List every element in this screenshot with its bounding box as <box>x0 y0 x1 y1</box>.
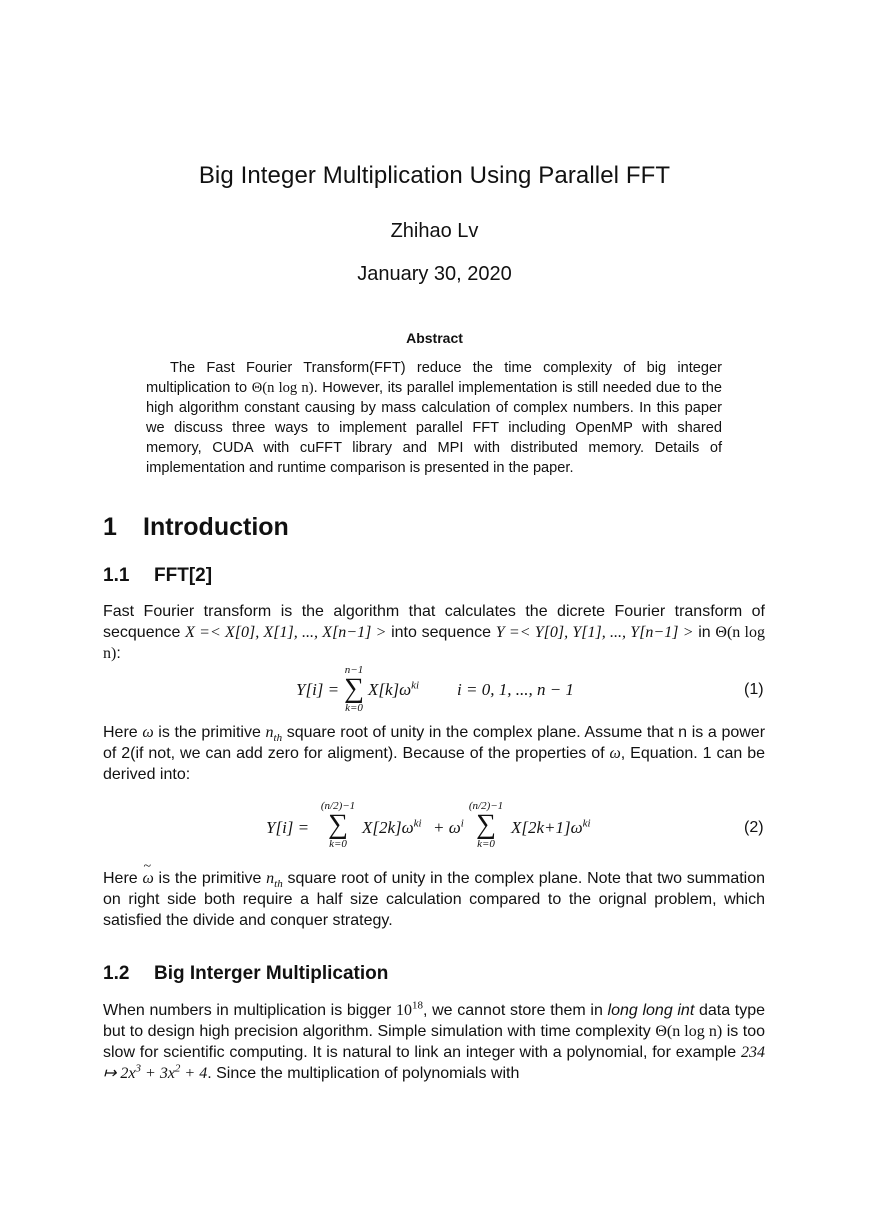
paper-date: January 30, 2020 <box>357 263 512 285</box>
paper-author: Zhihao Lv <box>390 220 479 242</box>
paragraph-fft-definition: Fast Fourier transform is the algorithm that calculates the dicrete Fourier transform of secquence X =< X[0], X[1], ..., X[n−1] > into sequence Y =< Y[0], Y[1], ..., Y[n−1] > in Θ(n log n): <box>103 603 766 662</box>
abstract-text: The Fast Fourier Transform(FFT) reduce the time complexity of big integer multiplication to Θ(n log n). However, its parallel implementation is still needed due to the high algorithm constant causing by mass calculation of complex numbers. In this paper we discuss three ways to implement parallel FFT including OpenMP with shared memory, CUDA with cuFFT library and MPI with distributed memory. Details of implementation and runtime comparison is presented in the paper. <box>146 360 722 476</box>
equation-2: Y[i] = (n/2)−1 ∑ k=0 $X[2k]\omega^{ki}$ + $\omega^i$ (n/2)−1 ∑ k=0 $X[2k+1]\omega^{ki}$ (2) <box>266 800 764 850</box>
subsection-heading-big-integer: 1.2 Big Interger Multiplication <box>103 963 389 984</box>
paragraph-primitive-root: Here ω is the primitive $n_{th}$ square root of unity in the complex plane. Assume that n is a power of 2(if not, we can add zero for aligment). Because of the properties of ω, Equation. 1 can be derived into: <box>103 724 766 783</box>
equation-number-2: (2) <box>744 819 764 836</box>
paragraph-divide-conquer: Here ~ ω is the primitive $n_{th}$ square root of unity in the complex plane. Note that two summation on right side both require a half size calculation compared to the orignal problem, which satisfied the divide and conquer strategy. <box>103 868 765 931</box>
section-heading-introduction: 1 Introduction <box>103 513 289 541</box>
subsection-heading-fft: 1.1 FFT[2] <box>103 565 213 586</box>
summation-symbol-2: (n/2)−1 ∑ k=0 <box>468 800 504 850</box>
equation-number-1: (1) <box>744 681 764 698</box>
abstract-math-complexity: Θ(n log n) <box>251 380 314 396</box>
paragraph-big-integer: When numbers in multiplication is bigger $10^{18}$, we cannot store them in long long int data type but to design high precision algorithm. Simple simulation with time complexity Θ(n log n) is too slow for scientific computing. It is natural to link an integer with a polynomial, for example 234 ↦ $2x^3 + 3x^2 + 4$. Since the multiplication of polynomials with <box>103 999 766 1082</box>
summation-symbol-1: (n/2)−1 ∑ k=0 <box>320 800 356 850</box>
abstract-heading: Abstract <box>406 330 463 346</box>
summation-symbol: n−1 ∑ k=0 <box>344 664 364 714</box>
equation-1: Y[i] = n−1 ∑ k=0 $X[k]\omega^{ki}$ i = 0, 1, ..., n − 1 (1) <box>296 664 764 714</box>
paper-title: Big Integer Multiplication Using Parallel FFT <box>198 162 671 189</box>
